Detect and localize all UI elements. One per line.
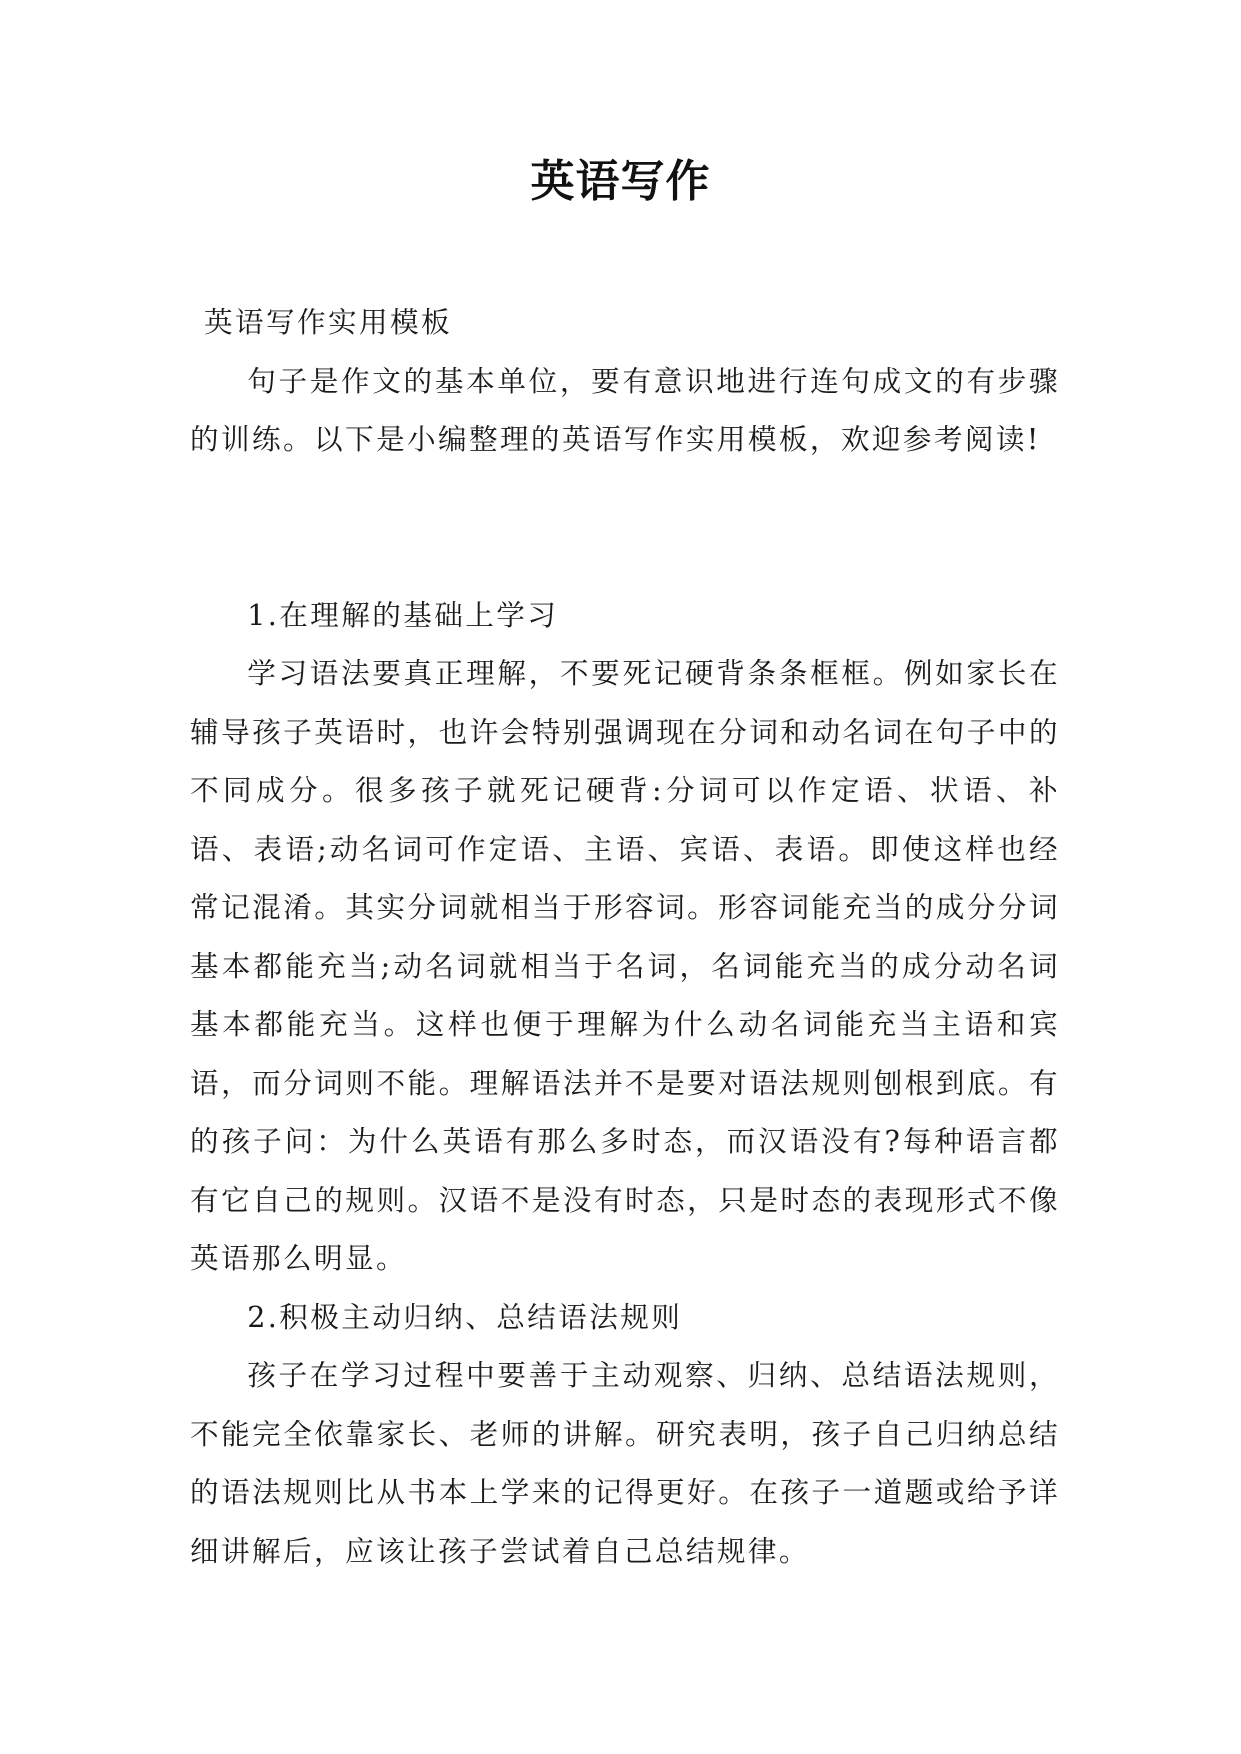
section-heading-2: 2.积极主动归纳、总结语法规则: [247, 1299, 683, 1334]
section-body-1: 学习语法要真正理解，不要死记硬背条条框框。例如家长在辅导孩子英语时，也许会特别强调现在分词和动名词在句子中的不同成分。很多孩子就死记硬背:分词可以作定语、状语、补语、表语;动名词可作定语、主语、宾语、表语。即使这样也经常记混淆。其实分词就相当于形容词。形容词能充当的成分分词基本都能充当;动名词就相当于名词，名词能充当的成分动名词基本都能充当。这样也便于理解为什么动名词能充当主语和宾语，而分词则不能。理解语法并不是要对语法规则刨根到底。有的孩子问：为什么英语有那么多时态，而汉语没有?每种语言都有它自己的规则。汉语不是没有时态，只是时态的表现形式不像英语那么明显。: [190, 656, 1060, 1275]
section-body-2: 孩子在学习过程中要善于主动观察、归纳、总结语法规则，不能完全依靠家长、老师的讲解。研究表明，孩子自己归纳总结的语法规则比从书本上学来的记得更好。在孩子一道题或给予详细讲解后，应该让孩子尝试着自己总结规律。: [190, 1358, 1060, 1568]
paragraph-spacer: [190, 469, 1060, 586]
document-subtitle: 英语写作实用模板: [204, 305, 452, 339]
document-body: [190, 293, 1060, 1580]
section-heading-1: 1.在理解的基础上学习: [247, 597, 559, 632]
intro-paragraph: 句子是作文的基本单位，要有意识地进行连句成文的有步骤的训练。以下是小编整理的英语写作实用模板，欢迎参考阅读!: [190, 363, 1060, 456]
document-title: 英语写作: [530, 156, 711, 207]
